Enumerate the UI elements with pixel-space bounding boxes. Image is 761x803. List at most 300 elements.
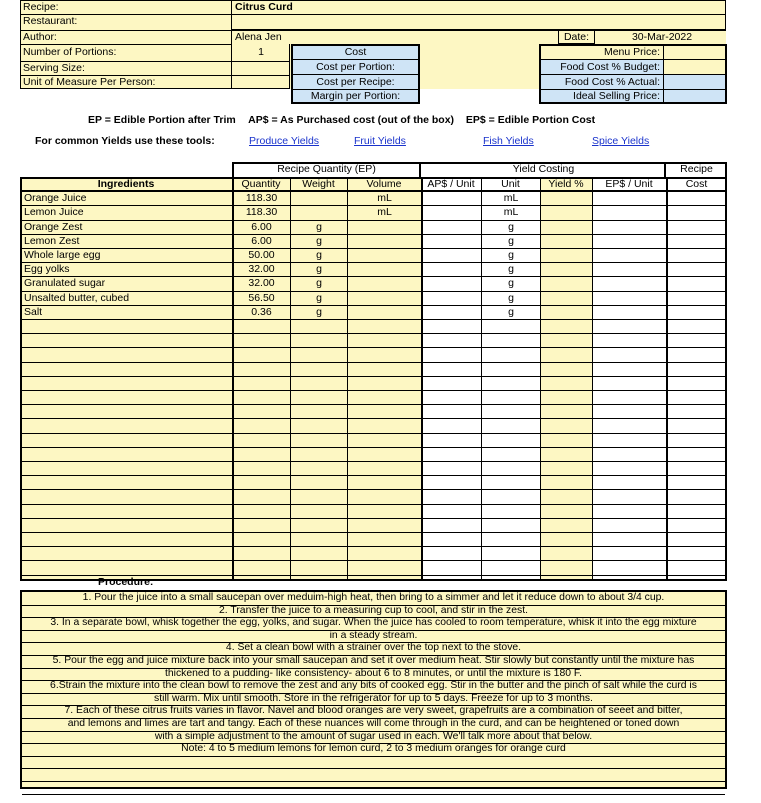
cell-ap-unit[interactable] <box>423 490 480 503</box>
cell-cost[interactable] <box>668 263 726 276</box>
cell-volume[interactable] <box>349 505 420 518</box>
cell-ingredient[interactable] <box>22 419 231 432</box>
table-row <box>20 306 727 319</box>
cell-ap-unit[interactable] <box>423 434 480 447</box>
cell-ingredient[interactable] <box>22 334 231 347</box>
cell-weight[interactable] <box>292 320 346 333</box>
cell-yield-pct[interactable] <box>542 192 591 205</box>
cell-ap-unit[interactable] <box>423 249 480 262</box>
author-field[interactable]: Alena Jen <box>235 31 282 43</box>
cell-ep-unit[interactable] <box>594 306 665 319</box>
food-cost-actual-label: Food Cost % Actual: <box>564 76 660 88</box>
cell-unit[interactable]: g <box>508 292 514 304</box>
cell-ep-unit[interactable] <box>594 391 665 404</box>
cell-quantity[interactable]: 32.00 <box>248 263 275 275</box>
cell-yield-pct[interactable] <box>542 221 591 234</box>
cell-volume[interactable] <box>349 519 420 532</box>
cell-volume[interactable] <box>349 377 420 390</box>
cell-weight[interactable] <box>292 192 346 205</box>
cell-cost[interactable] <box>668 320 726 333</box>
cell-quantity[interactable] <box>234 519 289 532</box>
table-row <box>20 221 727 234</box>
cell-cost[interactable] <box>668 490 726 503</box>
cell-volume[interactable] <box>349 348 420 361</box>
cell-ep-unit[interactable] <box>594 348 665 361</box>
cell-volume[interactable] <box>349 235 420 248</box>
cell-unit[interactable]: g <box>508 235 514 247</box>
cell-unit[interactable] <box>483 391 539 404</box>
cell-unit[interactable] <box>483 419 539 432</box>
cell-unit[interactable]: g <box>508 249 514 261</box>
cell-ap-unit[interactable] <box>423 391 480 404</box>
cell-yield-pct[interactable] <box>542 405 591 418</box>
cell-yield-pct[interactable] <box>542 561 591 574</box>
cell-ep-unit[interactable] <box>594 405 665 418</box>
cell-quantity[interactable]: 32.00 <box>248 277 275 289</box>
cell-quantity[interactable] <box>234 490 289 503</box>
cell-unit[interactable] <box>483 320 539 333</box>
fruit-yields-link[interactable]: Fruit Yields <box>354 135 406 147</box>
cell-ingredient[interactable] <box>22 434 231 447</box>
recipe-cost-header: Recipe <box>680 163 713 175</box>
column-header-yield-pct: Yield % <box>548 178 584 190</box>
cell-ingredient[interactable] <box>22 363 231 376</box>
cell-unit[interactable]: g <box>508 263 514 275</box>
cell-quantity[interactable]: 118.30 <box>245 206 278 218</box>
cell-ep-unit[interactable] <box>594 519 665 532</box>
cell-weight[interactable]: g <box>316 292 322 304</box>
cell-ingredient[interactable] <box>22 505 231 518</box>
cell-cost[interactable] <box>668 363 726 376</box>
cell-cost[interactable] <box>668 476 726 489</box>
cell-weight[interactable] <box>292 462 346 475</box>
cell-ingredient[interactable]: Orange Zest <box>24 221 83 233</box>
cell-ep-unit[interactable] <box>594 277 665 290</box>
table-row <box>20 519 727 532</box>
cell-cost[interactable] <box>668 448 726 461</box>
table-row <box>20 235 727 248</box>
food-cost-budget-label: Food Cost % Budget: <box>560 61 660 73</box>
cell-ap-unit[interactable] <box>423 348 480 361</box>
cell-unit[interactable] <box>483 476 539 489</box>
cell-weight[interactable] <box>292 391 346 404</box>
cell-cost[interactable] <box>668 462 726 475</box>
unit-of-measure-label: Unit of Measure Per Person: <box>23 76 156 88</box>
cell-cost[interactable] <box>668 561 726 574</box>
cell-ep-unit[interactable] <box>594 448 665 461</box>
cell-ep-unit[interactable] <box>594 320 665 333</box>
cell-ap-unit[interactable] <box>423 561 480 574</box>
cell-ingredient[interactable] <box>22 547 231 560</box>
cell-volume[interactable] <box>349 249 420 262</box>
cell-unit[interactable] <box>483 490 539 503</box>
procedure-line: 2. Transfer the juice to a measuring cup to cool, and stir in the zest. <box>219 605 528 616</box>
procedure-line: 4. Set a clean bowl with a strainer over the top next to the stove. <box>225 642 522 653</box>
cell-unit[interactable] <box>483 377 539 390</box>
cell-ap-unit[interactable] <box>423 235 480 248</box>
cell-cost[interactable] <box>668 235 726 248</box>
cell-ep-unit[interactable] <box>594 547 665 560</box>
cell-ingredient[interactable] <box>22 405 231 418</box>
column-header-ingredient: Ingredients <box>97 178 155 190</box>
cell-weight[interactable] <box>292 533 346 546</box>
cell-ep-unit[interactable] <box>594 263 665 276</box>
cell-yield-pct[interactable] <box>542 533 591 546</box>
cell-weight[interactable]: g <box>316 277 322 289</box>
cell-yield-pct[interactable] <box>542 434 591 447</box>
cell-ap-unit[interactable] <box>423 363 480 376</box>
cell-quantity[interactable]: 56.50 <box>248 292 275 304</box>
cell-ingredient[interactable] <box>22 391 231 404</box>
cell-ap-unit[interactable] <box>423 419 480 432</box>
cell-unit[interactable]: mL <box>503 206 519 218</box>
cell-volume[interactable]: mL <box>377 192 392 204</box>
cell-ap-unit[interactable] <box>423 263 480 276</box>
table-row <box>20 277 727 290</box>
cell-ep-unit[interactable] <box>594 377 665 390</box>
cell-volume[interactable] <box>349 320 420 333</box>
cell-cost[interactable] <box>668 405 726 418</box>
cell-ep-unit[interactable] <box>594 476 665 489</box>
cell-yield-pct[interactable] <box>542 263 591 276</box>
cell-unit[interactable]: mL <box>503 192 519 204</box>
cell-volume[interactable] <box>349 363 420 376</box>
cell-ep-unit[interactable] <box>594 249 665 262</box>
cell-weight[interactable]: g <box>316 235 322 247</box>
cell-ep-unit[interactable] <box>594 192 665 205</box>
cell-weight[interactable] <box>292 519 346 532</box>
cell-volume[interactable] <box>349 462 420 475</box>
cell-ingredient[interactable] <box>22 348 231 361</box>
cell-weight[interactable] <box>292 363 346 376</box>
cell-volume[interactable] <box>349 292 420 305</box>
cell-ap-unit[interactable] <box>423 292 480 305</box>
cell-volume[interactable] <box>349 277 420 290</box>
cell-volume[interactable] <box>349 561 420 574</box>
table-row <box>20 490 727 503</box>
cell-quantity[interactable] <box>234 348 289 361</box>
cell-yield-pct[interactable] <box>542 292 591 305</box>
cell-quantity[interactable] <box>234 377 289 390</box>
serving-size-field[interactable] <box>233 62 289 75</box>
cell-cost[interactable] <box>668 419 726 432</box>
cell-ep-unit[interactable] <box>594 334 665 347</box>
table-row <box>20 505 727 518</box>
cell-yield-pct[interactable] <box>542 476 591 489</box>
cell-unit[interactable] <box>483 533 539 546</box>
cell-quantity[interactable]: 50.00 <box>248 249 275 261</box>
cell-volume[interactable] <box>349 434 420 447</box>
recipe-quantity-header: Recipe Quantity (EP) <box>277 163 376 175</box>
cell-ingredient[interactable]: Salt <box>24 306 43 318</box>
cell-quantity[interactable] <box>234 391 289 404</box>
cell-unit[interactable] <box>483 462 539 475</box>
cell-quantity[interactable] <box>234 476 289 489</box>
cell-ep-unit[interactable] <box>594 505 665 518</box>
cell-cost[interactable] <box>668 306 726 319</box>
cell-weight[interactable] <box>292 505 346 518</box>
cell-ingredient[interactable]: Granulated sugar <box>24 277 106 289</box>
cell-ap-unit[interactable] <box>423 519 480 532</box>
cell-yield-pct[interactable] <box>542 547 591 560</box>
cell-ap-unit[interactable] <box>423 334 480 347</box>
cell-ap-unit[interactable] <box>423 533 480 546</box>
procedure-line: 7. Each of these citrus fruits varies in flavor. Navel and blood oranges are very sweet, grapefruits are a combination of seeet and bitter, <box>64 705 683 716</box>
cell-ep-unit[interactable] <box>594 434 665 447</box>
cell-cost[interactable] <box>668 206 726 219</box>
cell-ingredient[interactable] <box>22 490 231 503</box>
table-row <box>20 434 727 447</box>
cell-volume[interactable] <box>349 391 420 404</box>
cell-quantity[interactable]: 0.36 <box>251 306 272 318</box>
cell-weight[interactable] <box>292 448 346 461</box>
cell-weight[interactable] <box>292 561 346 574</box>
cell-ingredient[interactable] <box>22 561 231 574</box>
cell-yield-pct[interactable] <box>542 206 591 219</box>
cell-ap-unit[interactable] <box>423 505 480 518</box>
cell-unit[interactable] <box>483 405 539 418</box>
table-row <box>20 377 727 390</box>
cell-volume[interactable] <box>349 547 420 560</box>
cell-weight[interactable] <box>292 334 346 347</box>
produce-yields-link[interactable]: Produce Yields <box>249 135 320 147</box>
cell-volume[interactable] <box>349 533 420 546</box>
cell-weight[interactable] <box>292 405 346 418</box>
cell-volume[interactable] <box>349 334 420 347</box>
table-row <box>20 561 727 574</box>
cell-yield-pct[interactable] <box>542 363 591 376</box>
cell-ep-unit[interactable] <box>594 292 665 305</box>
cell-cost[interactable] <box>668 277 726 290</box>
cell-cost[interactable] <box>668 192 726 205</box>
cell-yield-pct[interactable] <box>542 320 591 333</box>
column-header-ep-unit: EP$ / Unit <box>605 178 653 190</box>
cell-cost[interactable] <box>668 348 726 361</box>
cell-yield-pct[interactable] <box>542 490 591 503</box>
cell-quantity[interactable] <box>234 320 289 333</box>
cell-volume[interactable] <box>349 419 420 432</box>
cell-ep-unit[interactable] <box>594 490 665 503</box>
cell-weight[interactable] <box>292 547 346 560</box>
cell-quantity[interactable] <box>234 448 289 461</box>
cell-ap-unit[interactable] <box>423 192 480 205</box>
cell-quantity[interactable] <box>234 405 289 418</box>
cell-ingredient[interactable]: Egg yolks <box>24 263 70 275</box>
cell-quantity[interactable]: 6.00 <box>251 235 272 247</box>
table-row <box>20 192 727 205</box>
cell-cost[interactable] <box>668 391 726 404</box>
procedure-box <box>20 590 727 789</box>
cell-unit[interactable] <box>483 561 539 574</box>
unit-of-measure-field[interactable] <box>233 76 289 89</box>
cell-cost[interactable] <box>668 334 726 347</box>
cell-quantity[interactable]: 118.30 <box>245 192 278 204</box>
cell-unit[interactable] <box>483 505 539 518</box>
cell-ep-unit[interactable] <box>594 235 665 248</box>
cell-ingredient[interactable]: Orange Juice <box>24 192 87 204</box>
cell-ep-unit[interactable] <box>594 363 665 376</box>
cell-weight[interactable]: g <box>316 263 322 275</box>
table-row <box>20 320 727 333</box>
cell-ap-unit[interactable] <box>423 306 480 319</box>
cell-quantity[interactable] <box>234 434 289 447</box>
table-row <box>20 263 727 276</box>
cell-ap-unit[interactable] <box>423 221 480 234</box>
cell-unit[interactable] <box>483 334 539 347</box>
procedure-line: in a steady stream. <box>329 630 418 641</box>
food-cost-budget-field[interactable] <box>665 61 725 74</box>
cell-unit[interactable] <box>483 448 539 461</box>
cell-cost[interactable] <box>668 505 726 518</box>
table-row <box>20 292 727 305</box>
table-row <box>20 547 727 560</box>
cell-quantity[interactable] <box>234 363 289 376</box>
cell-ep-unit[interactable] <box>594 462 665 475</box>
cell-quantity[interactable] <box>234 561 289 574</box>
cell-volume[interactable] <box>349 221 420 234</box>
serving-size-label: Serving Size: <box>23 62 85 74</box>
cell-weight[interactable] <box>292 377 346 390</box>
cell-quantity[interactable] <box>234 505 289 518</box>
spice-yields-link[interactable]: Spice Yields <box>592 135 650 147</box>
cell-ap-unit[interactable] <box>423 476 480 489</box>
cell-volume[interactable] <box>349 490 420 503</box>
cell-yield-pct[interactable] <box>542 505 591 518</box>
legend-epd: EP$ = Edible Portion Cost <box>465 114 596 126</box>
cell-ep-unit[interactable] <box>594 221 665 234</box>
cell-yield-pct[interactable] <box>542 519 591 532</box>
cell-ep-unit[interactable] <box>594 561 665 574</box>
cell-ep-unit[interactable] <box>594 419 665 432</box>
cell-unit[interactable]: g <box>508 277 514 289</box>
cell-yield-pct[interactable] <box>542 306 591 319</box>
cell-ap-unit[interactable] <box>423 448 480 461</box>
cell-unit[interactable] <box>483 348 539 361</box>
cell-volume[interactable]: mL <box>377 206 392 218</box>
cell-yield-pct[interactable] <box>542 462 591 475</box>
menu-price-field[interactable] <box>665 46 725 59</box>
cell-unit[interactable]: g <box>508 221 514 233</box>
cell-unit[interactable] <box>483 547 539 560</box>
recipe-name-field[interactable]: Citrus Curd <box>235 1 293 13</box>
cell-weight[interactable]: g <box>316 249 322 261</box>
fish-yields-link[interactable]: Fish Yields <box>483 135 534 147</box>
cell-quantity[interactable] <box>234 419 289 432</box>
cell-weight[interactable] <box>292 434 346 447</box>
cell-ep-unit[interactable] <box>594 533 665 546</box>
cell-ingredient[interactable]: Unsalted butter, cubed <box>24 292 130 304</box>
cell-quantity[interactable]: 6.00 <box>251 221 272 233</box>
cell-ingredient[interactable]: Lemon Juice <box>24 206 84 218</box>
cell-ingredient[interactable] <box>22 462 231 475</box>
cell-ingredient[interactable] <box>22 320 231 333</box>
cell-unit[interactable]: g <box>508 306 514 318</box>
cell-yield-pct[interactable] <box>542 249 591 262</box>
cell-volume[interactable] <box>349 476 420 489</box>
cell-ingredient[interactable] <box>22 377 231 390</box>
cell-volume[interactable] <box>349 405 420 418</box>
cell-cost[interactable] <box>668 292 726 305</box>
cell-cost[interactable] <box>668 519 726 532</box>
cell-ingredient[interactable]: Whole large egg <box>24 249 101 261</box>
menu-price-label: Menu Price: <box>603 46 660 58</box>
cell-ap-unit[interactable] <box>423 377 480 390</box>
cell-yield-pct[interactable] <box>542 277 591 290</box>
cell-yield-pct[interactable] <box>542 419 591 432</box>
cell-ap-unit[interactable] <box>423 405 480 418</box>
cell-yield-pct[interactable] <box>542 377 591 390</box>
cell-yield-pct[interactable] <box>542 348 591 361</box>
cell-weight[interactable]: g <box>316 306 322 318</box>
table-row <box>20 405 727 418</box>
cell-ingredient[interactable] <box>22 476 231 489</box>
cell-ap-unit[interactable] <box>423 462 480 475</box>
table-row <box>20 249 727 262</box>
cell-weight[interactable]: g <box>316 221 322 233</box>
cell-ap-unit[interactable] <box>423 320 480 333</box>
date-field[interactable]: 30-Mar-2022 <box>631 31 693 43</box>
cost-per-portion-label: Cost per Portion: <box>316 61 395 73</box>
table-row <box>20 476 727 489</box>
cell-weight[interactable] <box>292 490 346 503</box>
cell-cost[interactable] <box>668 547 726 560</box>
procedure-line: 1. Pour the juice into a small saucepan over meduim-high heat, then bring to a simmer and let it reduce down to about 3/4 cup. <box>82 592 665 603</box>
cell-unit[interactable] <box>483 519 539 532</box>
cell-yield-pct[interactable] <box>542 334 591 347</box>
cell-ap-unit[interactable] <box>423 547 480 560</box>
legend-ep: EP = Edible Portion after Trim <box>88 114 236 126</box>
cell-volume[interactable] <box>349 263 420 276</box>
column-header-volume: Volume <box>366 178 402 190</box>
cell-unit[interactable] <box>483 363 539 376</box>
cell-cost[interactable] <box>668 221 726 234</box>
cell-ep-unit[interactable] <box>594 206 665 219</box>
cell-unit[interactable] <box>483 434 539 447</box>
cell-cost[interactable] <box>668 249 726 262</box>
cell-weight[interactable] <box>292 206 346 219</box>
cell-volume[interactable] <box>349 306 420 319</box>
cell-ap-unit[interactable] <box>423 277 480 290</box>
cell-quantity[interactable] <box>234 547 289 560</box>
date-label: Date: <box>563 31 590 43</box>
cost-per-recipe-label: Cost per Recipe: <box>316 76 395 88</box>
cell-cost[interactable] <box>668 434 726 447</box>
cell-ingredient[interactable] <box>22 533 231 546</box>
yields-label: For common Yields use these tools: <box>35 135 215 147</box>
portions-field[interactable]: 1 <box>258 46 264 58</box>
table-row <box>20 334 727 347</box>
cell-yield-pct[interactable] <box>542 448 591 461</box>
cell-ingredient[interactable]: Lemon Zest <box>24 235 80 247</box>
cell-quantity[interactable] <box>234 334 289 347</box>
cell-ingredient[interactable] <box>22 519 231 532</box>
cell-weight[interactable] <box>292 476 346 489</box>
cell-quantity[interactable] <box>234 533 289 546</box>
cell-cost[interactable] <box>668 533 726 546</box>
cell-ingredient[interactable] <box>22 448 231 461</box>
cell-yield-pct[interactable] <box>542 391 591 404</box>
column-header-cost: Cost <box>685 178 708 190</box>
cell-cost[interactable] <box>668 377 726 390</box>
cell-ap-unit[interactable] <box>423 206 480 219</box>
cell-weight[interactable] <box>292 419 346 432</box>
cost-title: Cost <box>344 46 367 58</box>
cell-weight[interactable] <box>292 348 346 361</box>
cell-quantity[interactable] <box>234 462 289 475</box>
cell-volume[interactable] <box>349 448 420 461</box>
cell-yield-pct[interactable] <box>542 235 591 248</box>
margin-per-portion-label: Margin per Portion: <box>310 90 401 102</box>
